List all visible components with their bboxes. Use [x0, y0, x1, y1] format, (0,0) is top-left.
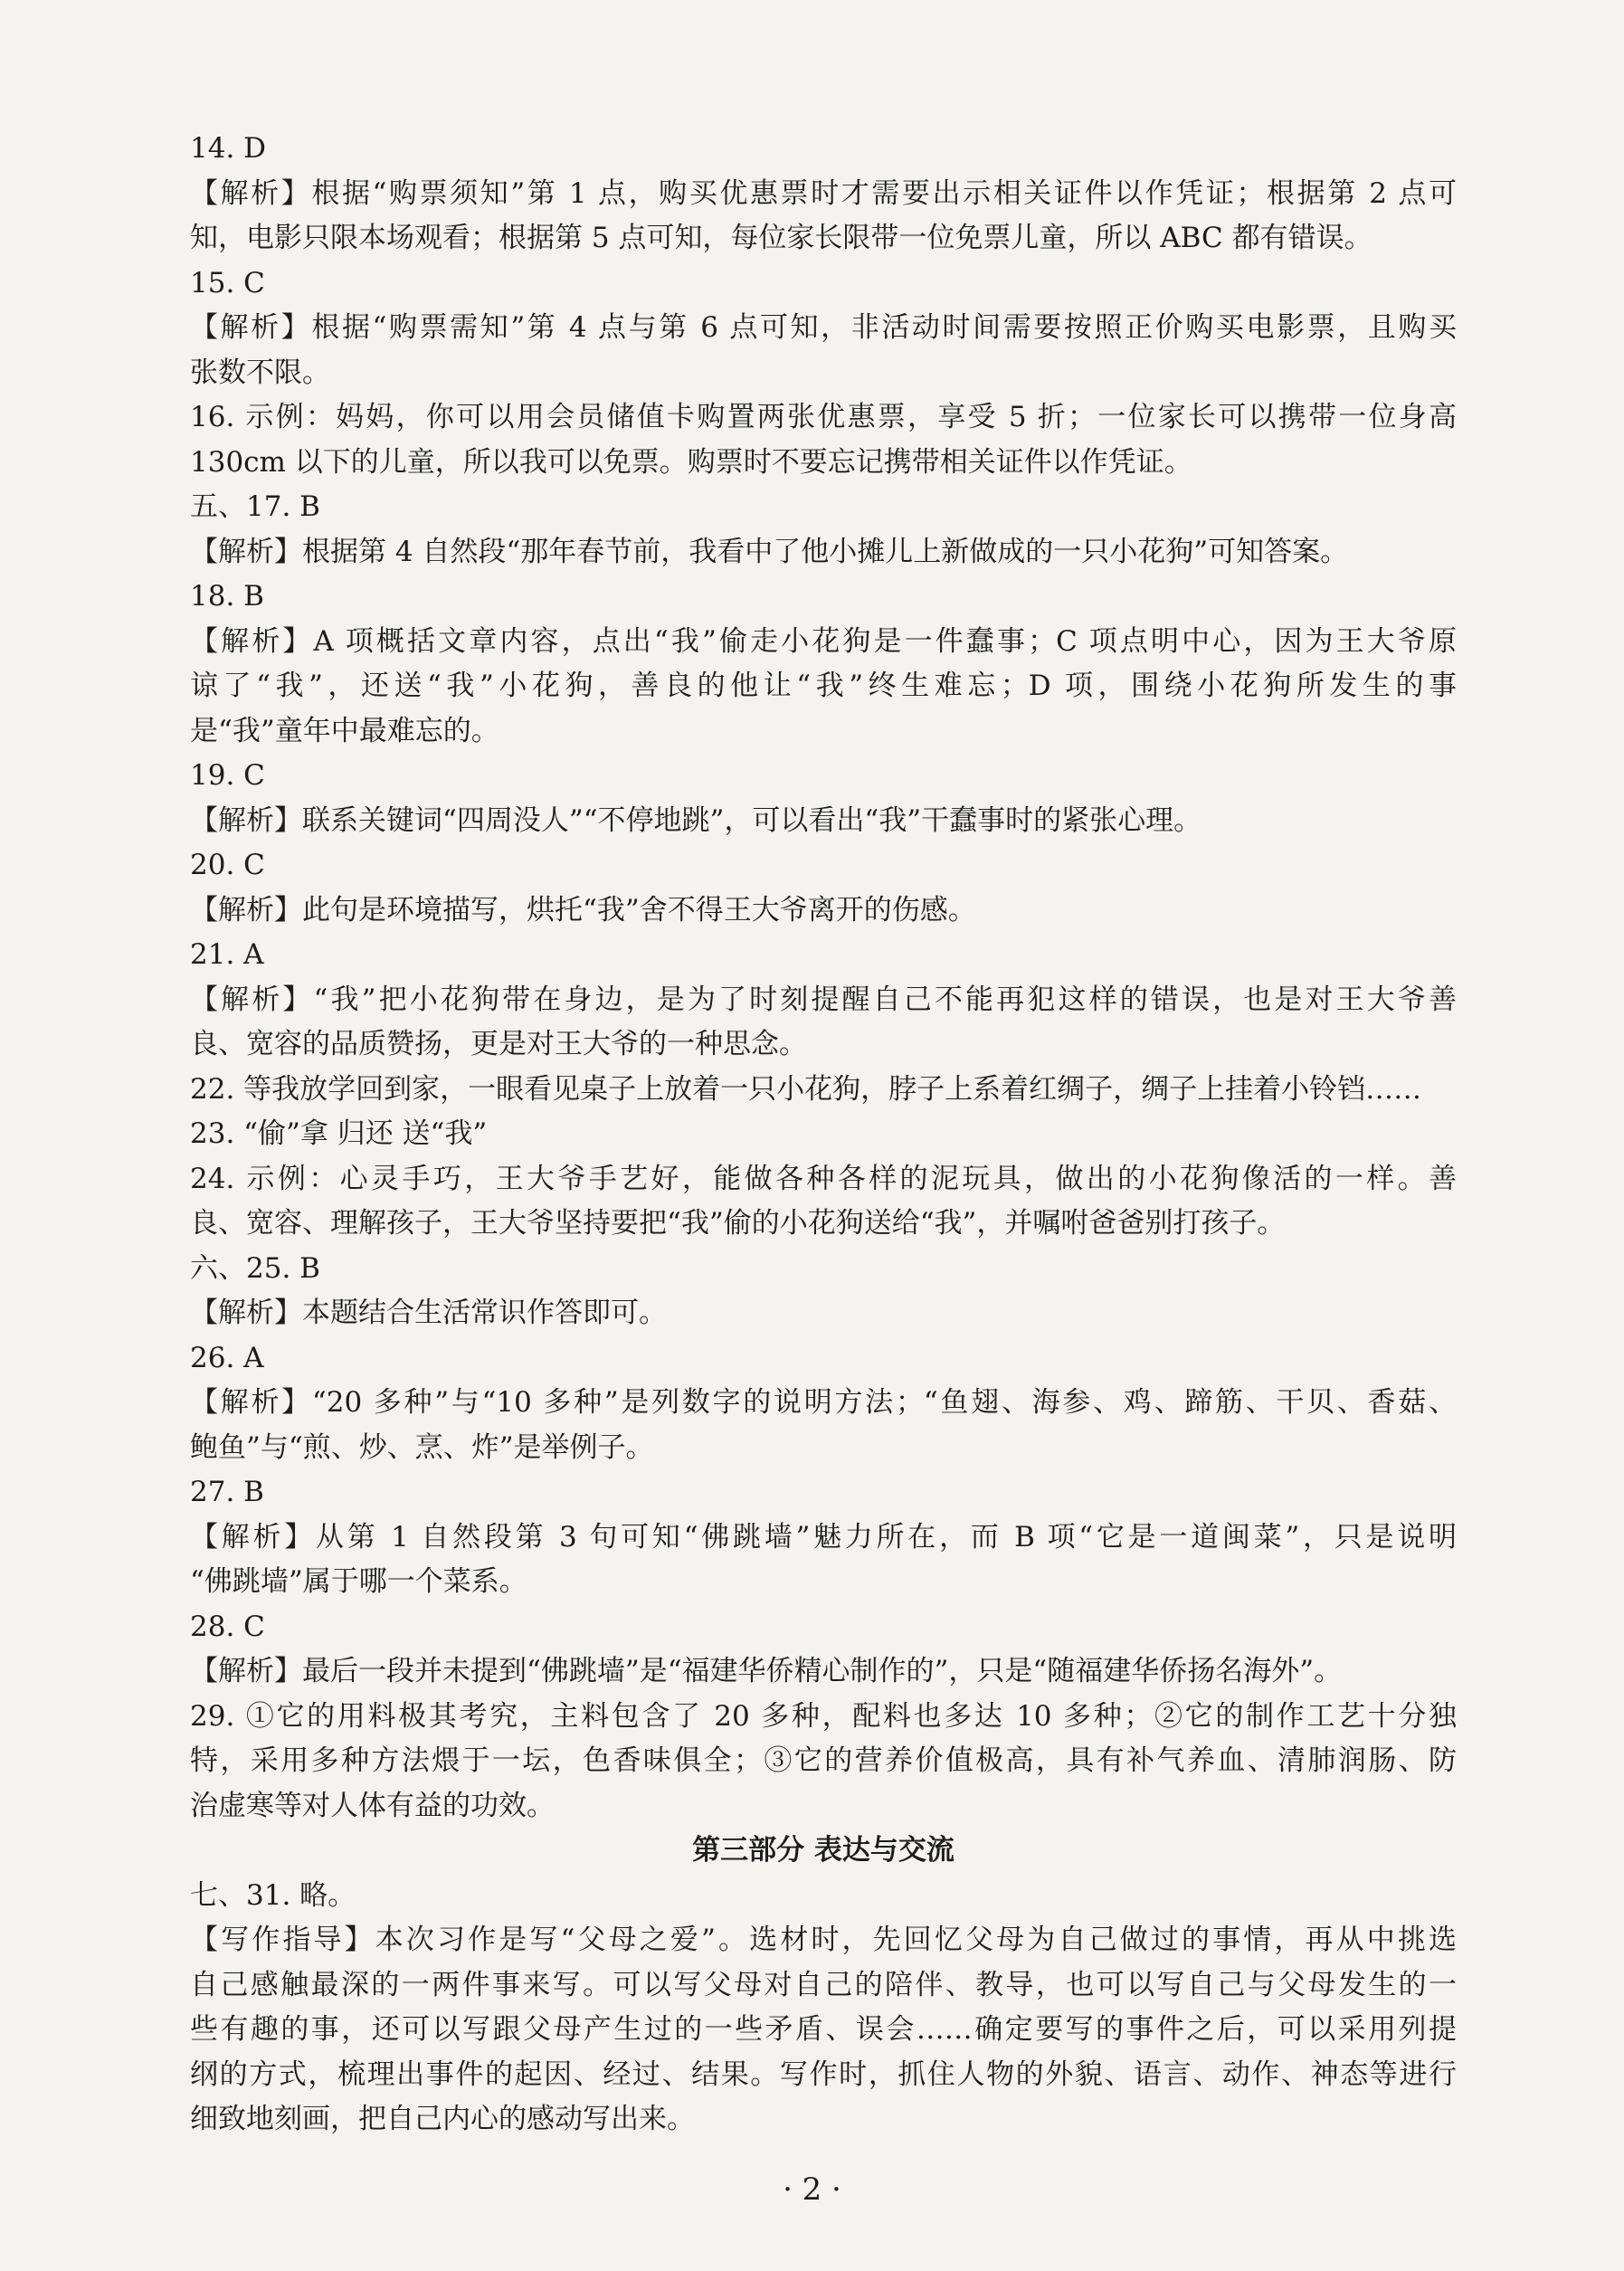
answer-24-line-1: 24. 示例：心灵手巧，王大爷手艺好，能做各种各样的泥玩具，做出的小花狗像活的一样。善 [190, 1162, 1457, 1195]
explanation-17: 【解析】根据第 4 自然段“那年春节前，我看中了他小摊儿上新做成的一只小花狗”可知答案。 [190, 535, 1349, 568]
section-heading: 第三部分 表达与交流 [692, 1834, 954, 1867]
explanation-26-line-1: 【解析】“20 多种”与“10 多种”是列数字的说明方法；“鱼翅、海参、鸡、蹄筋、干贝、香菇、 [190, 1386, 1457, 1419]
answer-number-18: 18. B [190, 580, 264, 613]
writing-guide-line-3: 些有趣的事，还可以写跟父母产生过的一些矛盾、误会……确定要写的事件之后，可以采用列提 [190, 2013, 1457, 2046]
explanation-21-line-1: 【解析】“我”把小花狗带在身边，是为了时刻提醒自己不能再犯这样的错误，也是对王大爷善 [190, 983, 1457, 1016]
writing-guide-line-2: 自己感触最深的一两件事来写。可以写父母对自己的陪伴、教导，也可以写自己与父母发生的一 [190, 1968, 1457, 2001]
answer-number-27: 27. B [190, 1476, 264, 1508]
answer-24-line-2: 良、宽容、理解孩子，王大爷坚持要把“我”偷的小花狗送给“我”，并嘱咐爸爸别打孩子。 [190, 1207, 1286, 1240]
writing-guide-line-1: 【写作指导】本次习作是写“父母之爱”。选材时，先回忆父母为自己做过的事情，再从中挑选 [190, 1924, 1457, 1956]
explanation-18-line-2: 谅了“我”，还送“我”小花狗，善良的他让“我”终生难忘；D 项，围绕小花狗所发生的事 [190, 670, 1457, 702]
explanation-15-line-2: 张数不限。 [190, 356, 330, 389]
writing-guide-line-4: 纲的方式，梳理出事件的起因、经过、结果。写作时，抓住人物的外貌、语言、动作、神态等进行 [190, 2057, 1457, 2091]
explanation-20: 【解析】此句是环境描写，烘托“我”舍不得王大爷离开的伤感。 [190, 893, 976, 926]
explanation-27-line-2: “佛跳墙”属于哪一个菜系。 [190, 1565, 527, 1598]
page-number: · 2 · [783, 2171, 841, 2208]
explanation-26-line-2: 鲍鱼”与“煎、炒、烹、炸”是举例子。 [190, 1430, 654, 1464]
answer-16-line-2: 130cm 以下的儿童，所以我可以免票。购票时不要忘记携带相关证件以作凭证。 [190, 445, 1192, 479]
answer-22: 22. 等我放学回到家，一眼看见桌子上放着一只小花狗，脖子上系着红绸子，绸子上挂着小铃铛…… [190, 1072, 1422, 1106]
answer-16-line-1: 16. 示例：妈妈，你可以用会员储值卡购置两张优惠票，享受 5 折；一位家长可以携带一位身高 [190, 401, 1457, 433]
answer-number-20: 20. C [190, 849, 265, 881]
explanation-14-line-2: 知，电影只限本场观看；根据第 5 点可知，每位家长限带一位免票儿童，所以 ABC 都有错误。 [190, 222, 1372, 254]
answer-29-line-2: 特，采用多种方法煨于一坛，色香味俱全；③它的营养价值极高，具有补气养血、清肺润肠、防 [190, 1744, 1457, 1777]
answer-number-28: 28. C [190, 1610, 265, 1643]
answer-page-body [190, 127, 1457, 2143]
explanation-19: 【解析】联系关键词“四周没人”“不停地跳”，可以看出“我”干蠢事时的紧张心理。 [190, 803, 1202, 837]
answer-number-19: 19. C [190, 759, 265, 792]
answer-number-15: 15. C [190, 266, 265, 299]
answer-number-26: 26. A [190, 1341, 264, 1374]
explanation-18-line-3: 是“我”童年中最难忘的。 [190, 714, 499, 747]
answer-number-17: 五、17. B [190, 490, 320, 523]
explanation-14-line-1: 【解析】根据“购票须知”第 1 点，购买优惠票时才需要出示相关证件以作凭证；根据第 2 点可 [190, 176, 1457, 210]
writing-guide-line-5: 细致地刻画，把自己内心的感动写出来。 [190, 2103, 695, 2135]
answer-29-line-3: 治虚寒等对人体有益的功效。 [190, 1789, 555, 1822]
answer-23: 23. “偷”拿 归还 送“我” [190, 1117, 488, 1150]
answer-29-line-1: 29. ①它的用料极其考究，主料包含了 20 多种，配料也多达 10 多种；②它的制作工艺十分独 [190, 1699, 1457, 1733]
explanation-28: 【解析】最后一段并未提到“佛跳墙”是“福建华侨精心制作的”，只是“随福建华侨扬名海外”。 [190, 1655, 1343, 1687]
explanation-15-line-1: 【解析】根据“购票需知”第 4 点与第 6 点可知，非活动时间需要按照正价购买电影票，且购买 [190, 311, 1457, 344]
answer-number-21: 21. A [190, 938, 264, 971]
answer-number-25: 六、25. B [190, 1251, 320, 1285]
explanation-25: 【解析】本题结合生活常识作答即可。 [190, 1297, 667, 1329]
explanation-18-line-1: 【解析】A 项概括文章内容，点出“我”偷走小花狗是一件蠢事；C 项点明中心，因为王大爷原 [190, 624, 1457, 658]
answer-number-31: 七、31. 略。 [190, 1878, 356, 1912]
answer-number-14: 14. D [190, 132, 267, 165]
explanation-21-line-2: 良、宽容的品质赞扬，更是对王大爷的一种思念。 [190, 1028, 807, 1060]
explanation-27-line-1: 【解析】从第 1 自然段第 3 句可知“佛跳墙”魅力所在，而 B 项“它是一道闽菜”，只是说明 [190, 1520, 1457, 1554]
